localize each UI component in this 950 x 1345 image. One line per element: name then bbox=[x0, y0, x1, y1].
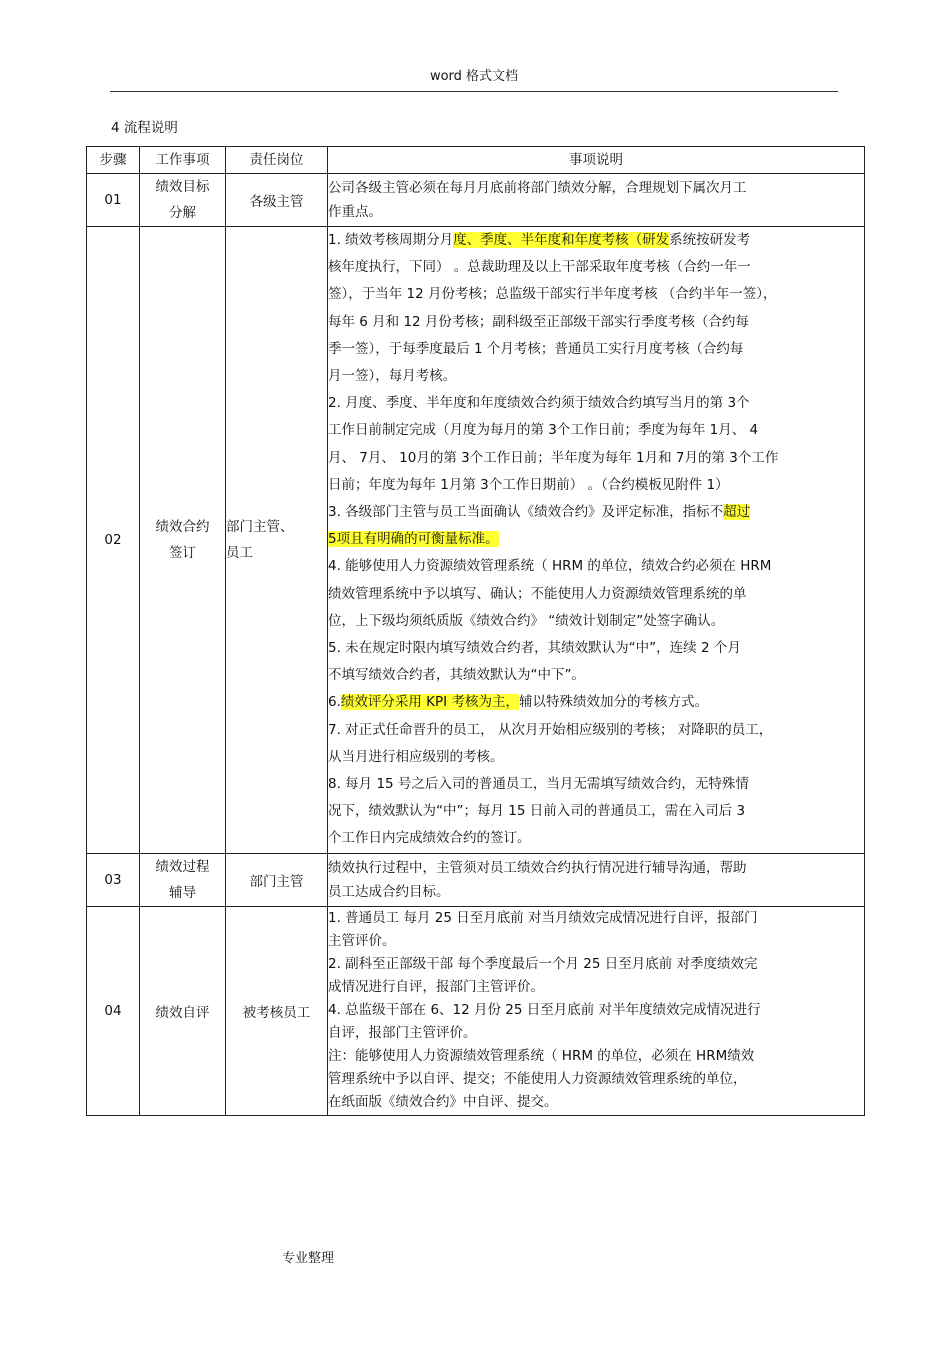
description-line bbox=[328, 526, 864, 553]
description-text: 每年 6 月和 12 月份考核；副科级至正部级干部实行季度考核（合约每 bbox=[328, 313, 749, 330]
table-header-row bbox=[87, 147, 865, 174]
description-line bbox=[328, 227, 864, 254]
description-text: 在纸面版《绩效合约》中自评、提交。 bbox=[328, 1094, 558, 1111]
highlighted-text: 5项且有明确的可衡量标准。 bbox=[328, 531, 499, 548]
description-text: 日前；年度为每年 1月第 3个工作日期前） 。（合约模板见附件 1） bbox=[328, 476, 729, 493]
highlighted-text: 绩效评分采用 KPI 考核为主， bbox=[340, 694, 519, 711]
role-cell bbox=[226, 853, 328, 906]
description-line bbox=[328, 553, 864, 580]
table-row bbox=[87, 853, 865, 906]
description-text: 系统按研发考 bbox=[669, 232, 751, 248]
description-line bbox=[328, 1068, 864, 1091]
description-text: 个工作日内完成绩效合约的签订。 bbox=[328, 830, 531, 847]
role-cell bbox=[226, 227, 328, 854]
description-text: 1. 普通员工 每月 25 日至月底前 对当月绩效完成情况进行自评，报部门 bbox=[328, 909, 758, 926]
item-line: 绩效目标 bbox=[155, 179, 210, 195]
section-title: 4 流程说明 bbox=[111, 120, 178, 136]
description-cell bbox=[328, 853, 865, 906]
description-cell bbox=[328, 906, 865, 1115]
item-line: 辅导 bbox=[169, 884, 196, 901]
description-text: 不填写绩效合约者，其绩效默认为“中下”。 bbox=[328, 667, 585, 684]
table-row bbox=[87, 174, 865, 227]
description-line bbox=[328, 581, 864, 608]
description-line bbox=[328, 825, 864, 852]
description-text: 月一签），每月考核。 bbox=[328, 368, 457, 385]
description-line bbox=[328, 417, 864, 444]
description-text: 7. 对正式任命晋升的员工， 从次月开始相应级别的考核； 对降职的员工， bbox=[328, 721, 773, 738]
description-text: 从当月进行相应级别的考核。 bbox=[328, 748, 504, 765]
description-text: 主管评价。 bbox=[328, 932, 396, 949]
step-cell: 04 bbox=[87, 906, 140, 1115]
description-line bbox=[328, 1091, 864, 1114]
page-footer: 专业整理 bbox=[282, 1251, 335, 1266]
table-row bbox=[87, 227, 865, 854]
item-line: 绩效合约 bbox=[155, 518, 210, 535]
description-text: 管理系统中予以自评、提交；不能使用人力资源绩效管理系统的单位， bbox=[328, 1071, 747, 1088]
description-line bbox=[328, 744, 864, 771]
description-text: 1. 绩效考核周期分月 bbox=[328, 232, 454, 248]
header-item: 工作事项 bbox=[140, 147, 226, 174]
description-line bbox=[328, 309, 864, 336]
description-line bbox=[328, 499, 864, 526]
description-text: 月、 7月、 10月的第 3个工作日前；半年度为每年 1月和 7月的第 3个工作 bbox=[328, 449, 779, 466]
description-text: 辅以特殊绩效加分的考核方式。 bbox=[518, 694, 708, 711]
description-text: 5. 未在规定时限内填写绩效合约者，其绩效默认为“中”，连续 2 个月 bbox=[328, 640, 741, 657]
step-cell: 02 bbox=[87, 227, 140, 854]
description-line bbox=[328, 445, 864, 472]
description-text: 工作日前制定完成（月度为每月的第 3个工作日前；季度为每年 1月、 4 bbox=[328, 422, 759, 439]
item-line: 绩效自评 bbox=[155, 1004, 210, 1021]
role-cell bbox=[226, 174, 328, 227]
page-header: word 格式文档 bbox=[429, 69, 519, 84]
description-text: 公司各级主管必须在每月月底前将部门绩效分解，合理规划下属次月工 bbox=[328, 180, 747, 196]
description-line bbox=[328, 953, 864, 976]
description-text: 注：能够使用人力资源绩效管理系统（ HRM 的单位，必须在 HRM绩效 bbox=[328, 1048, 755, 1065]
description-text: 自评，报部门主管评价。 bbox=[328, 1025, 477, 1042]
description-line bbox=[328, 254, 864, 281]
table-row bbox=[87, 906, 865, 1115]
highlighted-text: 超过 bbox=[723, 504, 751, 521]
description-text: 签），于当年 12 月份考核；总监级干部实行半年度考核 （合约半年一签）， bbox=[328, 286, 777, 303]
description-line bbox=[328, 999, 864, 1022]
description-text: 绩效管理系统中予以填写、确认；不能使用人力资源绩效管理系统的单 bbox=[328, 585, 747, 602]
description-line bbox=[328, 363, 864, 390]
description-text: 3. 各级部门主管与员工当面确认《绩效合约》及评定标准，指标不 bbox=[328, 504, 724, 521]
description-text: 核年度执行，下同） 。总裁助理及以上干部采取年度考核（合约一年一 bbox=[328, 259, 751, 276]
header-role: 责任岗位 bbox=[226, 147, 328, 174]
item-line: 签订 bbox=[169, 544, 196, 561]
description-line bbox=[328, 930, 864, 953]
description-text: 2. 副科至正部级干部 每个季度最后一个月 25 日至月底前 对季度绩效完 bbox=[328, 955, 758, 972]
description-text: 季一签），于每季度最后 1 个月考核；普通员工实行月度考核（合约每 bbox=[328, 340, 744, 357]
role-line: 部门主管、 bbox=[226, 518, 294, 535]
description-text: 位，上下级均须纸质版《绩效合约》 “绩效计划制定”处签字确认。 bbox=[328, 612, 725, 629]
description-line bbox=[328, 856, 864, 880]
description-text: 2. 月度、季度、半年度和年度绩效合约须于绩效合约填写当月的第 3个 bbox=[328, 395, 750, 412]
description-line bbox=[328, 336, 864, 363]
role-line: 各级主管 bbox=[249, 194, 304, 210]
description-cell bbox=[328, 174, 865, 227]
description-text: 6. bbox=[328, 694, 341, 711]
description-line bbox=[328, 880, 864, 904]
role-line: 部门主管 bbox=[249, 873, 304, 890]
description-line bbox=[328, 771, 864, 798]
item-cell bbox=[140, 227, 226, 854]
description-cell bbox=[328, 227, 865, 854]
description-text: 况下，绩效默认为“中”；每月 15 日前入司的普通员工，需在入司后 3 bbox=[328, 803, 746, 820]
description-text: 作重点。 bbox=[328, 204, 382, 220]
description-line bbox=[328, 635, 864, 662]
header-rule bbox=[110, 91, 838, 92]
item-cell bbox=[140, 853, 226, 906]
description-line bbox=[328, 472, 864, 499]
item-cell bbox=[140, 174, 226, 227]
item-line: 分解 bbox=[169, 205, 196, 221]
item-line: 绩效过程 bbox=[155, 858, 210, 875]
highlighted-text: 度、季度、半年度和年度考核（研发 bbox=[453, 232, 670, 248]
description-line bbox=[328, 200, 864, 224]
item-cell bbox=[140, 906, 226, 1115]
description-line bbox=[328, 281, 864, 308]
description-text: 成情况进行自评，报部门主管评价。 bbox=[328, 978, 544, 995]
description-line bbox=[328, 798, 864, 825]
description-text: 4. 总监级干部在 6、12 月份 25 日至月底前 对半年度绩效完成情况进行 bbox=[328, 1002, 761, 1019]
process-table bbox=[86, 146, 865, 1116]
role-line: 被考核员工 bbox=[242, 1004, 311, 1021]
description-line bbox=[328, 907, 864, 930]
description-line bbox=[328, 1022, 864, 1045]
description-text: 4. 能够使用人力资源绩效管理系统（ HRM 的单位，绩效合约必须在 HRM bbox=[328, 558, 772, 575]
step-cell: 01 bbox=[87, 174, 140, 227]
description-text: 8. 每月 15 号之后入司的普通员工，当月无需填写绩效合约，无特殊情 bbox=[328, 776, 749, 793]
step-cell: 03 bbox=[87, 853, 140, 906]
description-line bbox=[328, 717, 864, 744]
header-description: 事项说明 bbox=[328, 147, 865, 174]
description-line bbox=[328, 689, 864, 716]
description-line bbox=[328, 608, 864, 635]
description-line bbox=[328, 662, 864, 689]
role-line: 员工 bbox=[226, 544, 253, 561]
role-cell bbox=[226, 906, 328, 1115]
description-text: 员工达成合约目标。 bbox=[328, 883, 450, 900]
header-step: 步骤 bbox=[87, 147, 140, 174]
description-line bbox=[328, 976, 864, 999]
description-line bbox=[328, 1045, 864, 1068]
description-line bbox=[328, 176, 864, 200]
description-line bbox=[328, 390, 864, 417]
description-text: 绩效执行过程中，主管须对员工绩效合约执行情况进行辅导沟通，帮助 bbox=[328, 859, 747, 876]
